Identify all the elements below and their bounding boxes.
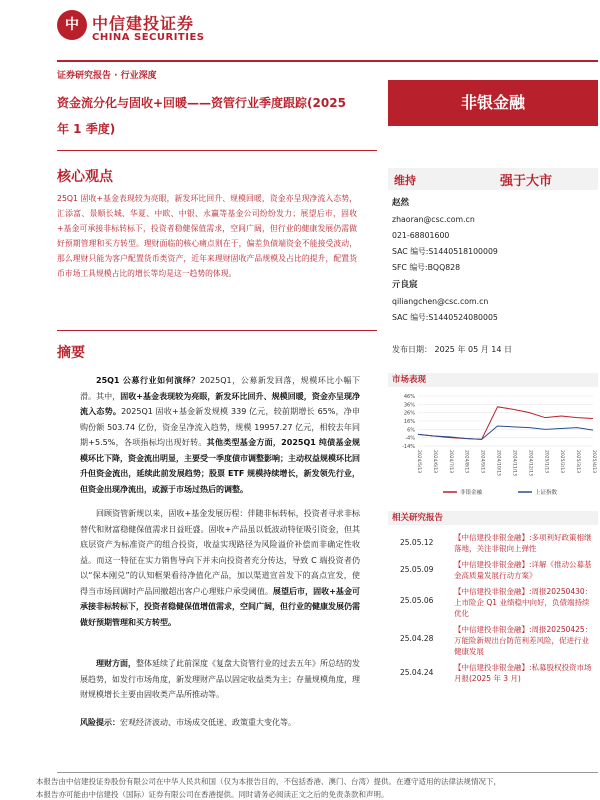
chart-xtick-label: 2024/11/13 [511, 450, 517, 476]
company-logo-icon: 中 [57, 10, 87, 40]
chart-xtick-label: 2025/3/13 [575, 450, 581, 474]
core-text: 25Q1 固收+基金表现较为亮眼，新发环比回升、规模回暖，资金亦呈现净流入态势，汇添富、景顺长城、华夏、中欧、中银、永赢等基金公司纷纷发力；展望后市，固收+基金可承接非标转标下，投资者稳健保值需求，空间广阔，但行业的健康发展仍需做好预期管理和买方转型。理财面临的核心痛点则在于，偏差负债端资金不能接受波动，那么理财只能为客户配置货币类资产，近年来理财固收产品规模及占比的提升，配置货币市场工具规模占比的增长等均是这一趋势的体现。 [57, 194, 357, 278]
p3-text: 整体延续了此前深度《复盘大资管行业的过去五年》所总结的发展趋势，如发行市场角度，新发理财产品以固定收益类为主；存量规模角度，理财规模增长主要由固收类产品所推动等。 [80, 659, 360, 699]
list-item[interactable] [400, 662, 596, 684]
p1-text-2: 2025Q1 固收+基金新发规模 339 亿元，较前期增长 65%，净申购份额 503.74 亿份，资金呈净流入趋势，规模 19957.27 亿元，相较去年同期+5.5%，各项指标均出现好转。 [80, 407, 361, 447]
chart-ytick-label: -4% [405, 435, 415, 442]
p2-text-1: 回顾资管新规以来，固收+基金发展历程：伴随非标转标，投资者寻求非标替代和财富稳健保值需求日益旺盛。固收+产品虽以低波动特征吸引资金，但其底层资产为标准资产的组合投资，收益实现路径为风险溢价补偿而非确定性收益。而这一特征在实力销售导向下并未向投资者充分传达，导致 C 端投资者仍以“保本刚兑”的认知框架看待净值化产品，加以渠道宣首发下的高点宣发，使得当市场回调时产品回撤超出客户心理账户承受阈值。 [80, 509, 360, 596]
risk-text: 宏观经济波动、市场成交低迷、政策重大变化等。 [120, 718, 296, 727]
related-date: 25.05.12 [400, 538, 434, 547]
chart-title: 市场表现 [388, 373, 598, 387]
summary-paragraph-2 [80, 506, 360, 630]
header-divider [57, 60, 598, 62]
company-name-en: CHINA SECURITIES [92, 32, 205, 43]
summary-paragraph-1 [80, 373, 360, 497]
related-title[interactable]: 【中信建投非银金融】:私募股权投资市场月报(2025 年 3 月) [454, 663, 592, 683]
related-date: 25.04.24 [400, 668, 434, 677]
analyst-sac: SAC 编号:S1440524080005 [392, 313, 498, 322]
p1-bold-3: 其他类型基金方面，2025Q1 纯债基金规模环比下降，资金流出明显，主要受一季度债市调整影响；主动权益规模环比回升但资金流出，延续此前发展趋势；股票 ETF 规模持续增长，新发领先行业，但资金出现净流出，或源于市场过热后的调整。 [80, 438, 361, 494]
related-date: 25.05.06 [400, 596, 434, 605]
title-divider [57, 150, 377, 151]
related-heading: 相关研究报告 [388, 511, 598, 525]
analyst-sfc: SFC 编号:BQQ828 [392, 263, 461, 272]
related-title[interactable]: 【中信建投非银金融】:详解《推动公募基金高质量发展行动方案》 [454, 560, 592, 580]
chart-xtick-label: 2024/7/13 [447, 450, 453, 474]
chart-xtick-label: 2025/2/13 [559, 450, 565, 474]
rating-value: 强于大市 [500, 174, 553, 189]
report-type: 证券研究报告 · 行业深度 [57, 71, 157, 81]
core-divider [57, 330, 377, 331]
risk-bold: 风险提示： [80, 718, 120, 727]
industry-label: 非银金融 [388, 80, 598, 126]
p1-bold-2: 固收+基金表现较为亮眼，新发环比回升、规模回暖，资金亦呈现净流入态势。 [80, 391, 361, 416]
chart-xtick-label: 2024/10/13 [495, 450, 501, 476]
p3-bold: 理财方面， [96, 659, 136, 668]
list-item[interactable] [400, 532, 596, 554]
chart-ytick-label: 46% [403, 394, 415, 400]
related-date: 25.05.09 [400, 565, 434, 574]
analyst-sac: SAC 编号:S1440518100009 [392, 247, 498, 256]
list-item[interactable] [400, 586, 596, 619]
related-title[interactable]: 【中信建投非银金融】:周报20250425：万能险新规出台防范利差风险，促进行业健康发展 [454, 625, 593, 656]
rating-label: 维持 [394, 174, 416, 187]
related-title[interactable]: 【中信建投非银金融】:周报20250430：上市险企 Q1 业绩稳中向好，负债端持续优化 [454, 587, 593, 618]
analyst-phone: 021-68801600 [392, 231, 450, 240]
legend-label: 上证指数 [535, 490, 558, 496]
chart-xtick-label: 2024/5/13 [416, 450, 421, 474]
risk-note [80, 715, 360, 731]
chart-xtick-label: 2024/6/13 [431, 450, 437, 474]
analyst-email[interactable]: qiliangchen@csc.com.cn [392, 297, 489, 306]
legend-label: 非银金融 [460, 490, 483, 496]
chart-ytick-label: 26% [403, 410, 415, 417]
chart-series-line [418, 407, 593, 440]
core-heading: 核心观点 [57, 169, 113, 185]
report-title-line2: 年 1 季度) [57, 122, 116, 136]
list-item[interactable] [400, 624, 596, 657]
analyst-email[interactable]: zhaoran@csc.com.cn [392, 215, 475, 224]
chart-ytick-label: 6% [407, 427, 415, 434]
rating-bar [388, 168, 598, 190]
p1-bold-1: 25Q1 公募行业如何演绎？ [96, 376, 200, 385]
chart-xtick-label: 2024/8/13 [463, 450, 469, 474]
chart-ytick-label: 36% [403, 402, 415, 409]
summary-paragraph-3 [80, 656, 360, 703]
publish-date: 发布日期： 2025 年 05 月 14 日 [392, 345, 512, 354]
report-title-line1: 资金流分化与固收+回暖——资管行业季度跟踪(2025 [57, 96, 346, 110]
footer-divider [57, 772, 598, 773]
chart-ytick-label: -14% [402, 444, 415, 450]
chart-xtick-label: 2024/12/13 [527, 450, 533, 476]
analyst-block [392, 196, 592, 326]
analyst-name: 亓良宸 [392, 280, 418, 290]
chart-xtick-label: 2025/4/13 [591, 450, 596, 474]
p1-text-1: 2025Q1，公募新发回落，规模环比小幅下滑。其中， [80, 376, 360, 401]
chart-ytick-label: 16% [403, 419, 415, 425]
analyst-name: 赵然 [392, 198, 410, 208]
report-title [57, 90, 377, 142]
related-title[interactable]: 【中信建投非银金融】:多项利好政策相继落地，关注非银向上弹性 [454, 533, 592, 553]
related-date: 25.04.28 [400, 634, 434, 643]
footer-line-2: 本报告亦可能由中信建投（国际）证券有限公司在香港提供。同时请务必阅读正文之后的免责条款和声明。 [36, 790, 389, 799]
chart-xtick-label: 2025/1/13 [543, 450, 549, 474]
list-item[interactable] [400, 559, 596, 581]
related-list [400, 532, 596, 684]
market-chart [388, 390, 598, 500]
p2-bold: 展望后市，固收+基金可承接非标转标下，投资者稳健保值增值需求，空间广阔，但行业的健康发展仍需做好预期管理和买方转型。 [80, 586, 361, 627]
footer-line-1: 本报告由中信建投证券股份有限公司在中华人民共和国（仅为本报告目的，不包括香港、澳门、台湾）提供。在遵守适用的法律法规情况下， [36, 777, 501, 786]
chart-xtick-label: 2024/9/13 [479, 450, 485, 474]
summary-heading: 摘要 [57, 345, 85, 361]
company-name-cn: 中信建投证券 [92, 14, 195, 33]
